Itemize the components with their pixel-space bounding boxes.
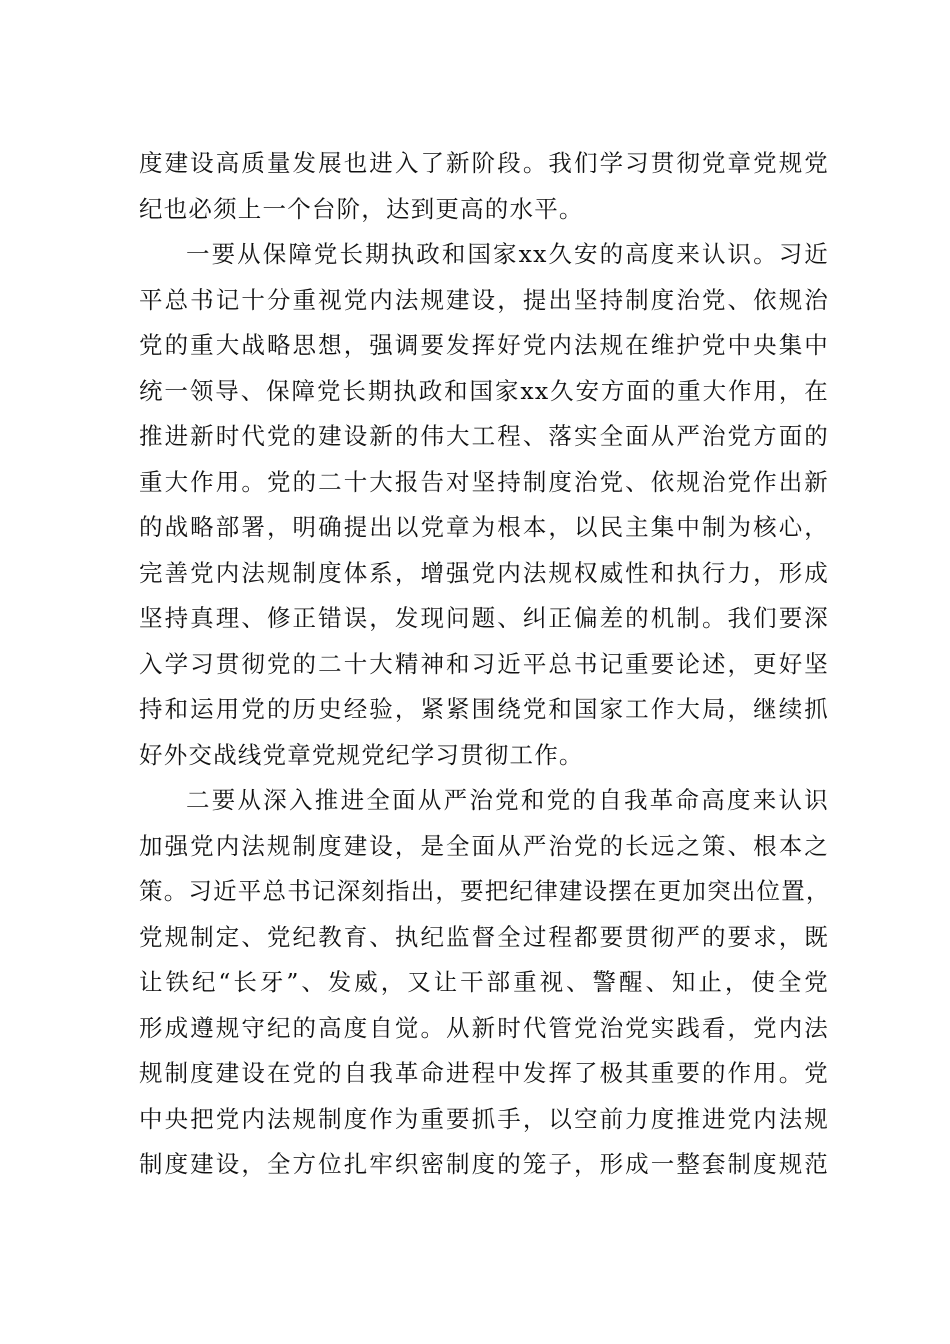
text-line: 形成遵规守纪的高度自觉。从新时代管党治党实践看，党内法 — [139, 1013, 829, 1042]
text-line: 持和运用党的历史经验，紧紧围绕党和国家工作大局，继续抓 — [139, 695, 829, 723]
text-line: 纪也必须上一个台阶，达到更高的水平。 — [139, 194, 584, 223]
text-line: 策。习近平总书记深刻指出，要把纪律建设摆在更加突出位置， — [139, 877, 831, 905]
text-line: 平总书记十分重视党内法规建设，提出坚持制度治党、依规治 — [139, 285, 829, 314]
text-line: 推进新时代党的建设新的伟大工程、落实全面从严治党方面的 — [139, 422, 829, 450]
text-line: 完善党内法规制度体系，增强党内法规权威性和执行力，形成 — [139, 558, 829, 587]
text-line: 的战略部署，明确提出以党章为根本，以民主集中制为核心， — [139, 513, 829, 541]
text-line: 加强党内法规制度建设，是全面从严治党的长远之策、根本之 — [139, 831, 829, 860]
paragraph-first-line: 二要从深入推进全面从严治党和党的自我革命高度来认识 — [186, 786, 829, 814]
text-line: 统一领导、保障党长期执政和国家xx久安方面的重大作用，在 — [139, 376, 829, 405]
document-body — [139, 141, 829, 1188]
text-line: 党的重大战略思想，强调要发挥好党内法规在维护党中央集中 — [139, 331, 829, 359]
text-line: 度建设高质量发展也进入了新阶段。我们学习贯彻党章党规党 — [139, 149, 829, 177]
text-line: 好外交战线党章党规党纪学习贯彻工作。 — [139, 740, 584, 769]
text-line: 让铁纪“长牙”、发威，又让干部重视、警醒、知止，使全党 — [139, 968, 829, 996]
text-line: 入学习贯彻党的二十大精神和习近平总书记重要论述，更好坚 — [139, 649, 829, 678]
text-line: 中央把党内法规制度作为重要抓手，以空前力度推进党内法规 — [139, 1104, 829, 1133]
text-line: 制度建设，全方位扎牢织密制度的笼子，形成一整套制度规范 — [139, 1150, 829, 1178]
text-line: 坚持真理、修正错误，发现问题、纠正偏差的机制。我们要深 — [139, 604, 829, 632]
paragraph-first-line: 一要从保障党长期执政和国家xx久安的高度来认识。习近 — [186, 240, 829, 268]
text-line: 重大作用。党的二十大报告对坚持制度治党、依规治党作出新 — [139, 467, 829, 496]
text-line: 规制度建设在党的自我革命进程中发挥了极其重要的作用。党 — [139, 1059, 829, 1087]
text-line: 党规制定、党纪教育、执纪监督全过程都要贯彻严的要求，既 — [139, 922, 829, 951]
